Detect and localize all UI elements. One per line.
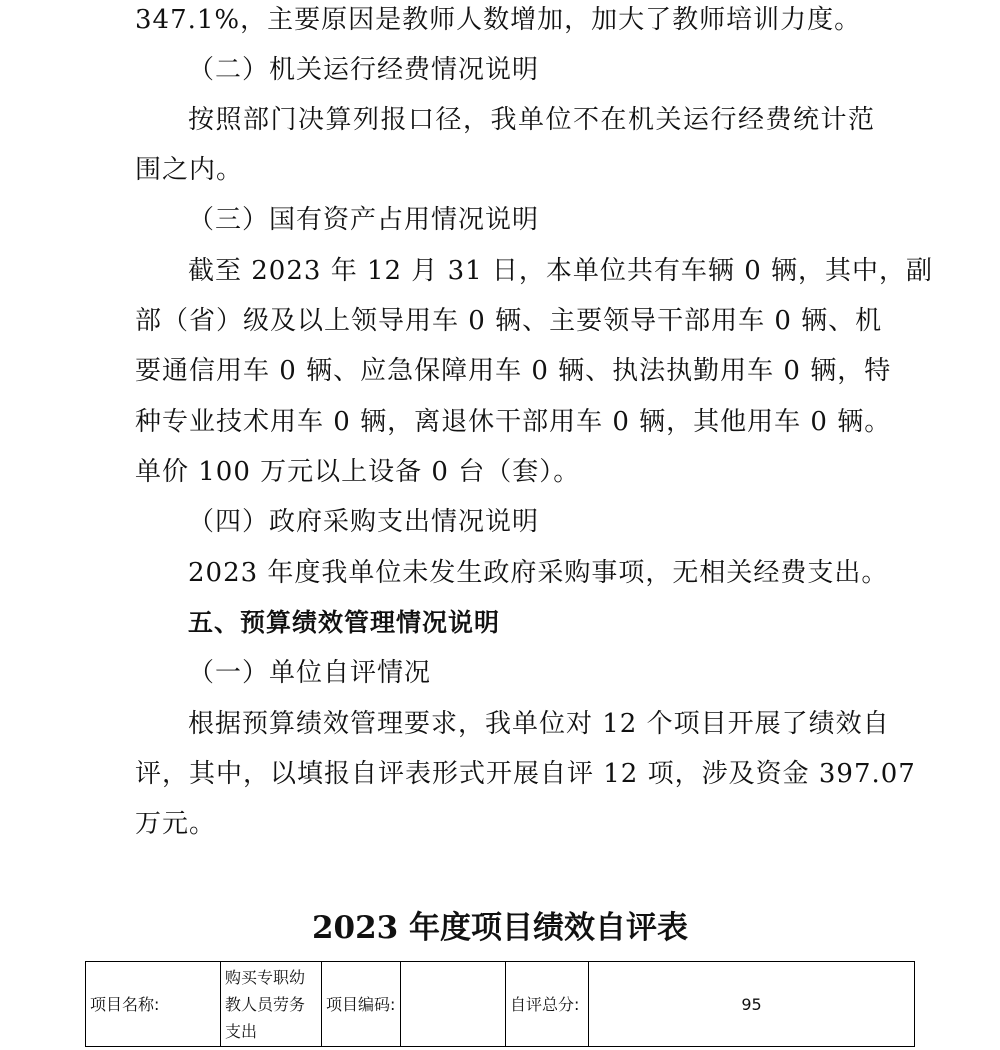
project-code-label: 项目编码: [322, 962, 401, 1047]
paragraph-line: 单价 100 万元以上设备 0 台（套）。 [135, 457, 581, 487]
project-code-value [401, 962, 506, 1047]
table-title: 2023 年度项目绩效自评表 [311, 910, 689, 946]
self-score-label: 自评总分: [506, 962, 589, 1047]
section-heading: （三）国有资产占用情况说明 [188, 205, 540, 235]
paragraph-line: 截至 2023 年 12 月 31 日，本单位共有车辆 0 辆，其中，副 [188, 256, 933, 286]
paragraph-line: 根据预算绩效管理要求，我单位对 12 个项目开展了绩效自 [188, 709, 890, 739]
paragraph-line: 围之内。 [135, 155, 244, 185]
chapter-heading: 五、预算绩效管理情况说明 [188, 608, 501, 637]
self-score-value: 95 [589, 962, 915, 1047]
paragraph-line: 评，其中，以填报自评表形式开展自评 12 项，涉及资金 397.07 [135, 759, 916, 789]
paragraph-line: 种专业技术用车 0 辆，离退休干部用车 0 辆，其他用车 0 辆。 [135, 407, 892, 437]
section-heading: （二）机关运行经费情况说明 [188, 55, 540, 85]
paragraph-line: 万元。 [135, 809, 217, 839]
table-row [86, 962, 915, 1047]
project-name-value: 购买专职幼教人员劳务支出 [221, 962, 322, 1047]
section-heading: （四）政府采购支出情况说明 [188, 507, 540, 537]
project-name-label: 项目名称: [86, 962, 221, 1047]
evaluation-table [85, 961, 915, 1047]
paragraph-line: 部（省）级及以上领导用车 0 辆、主要领导干部用车 0 辆、机 [135, 306, 883, 336]
paragraph-line: 按照部门决算列报口径，我单位不在机关运行经费统计范 [188, 105, 875, 135]
paragraph-line: 347.1%，主要原因是教师人数增加，加大了教师培训力度。 [135, 5, 862, 35]
section-heading: （一）单位自评情况 [188, 658, 432, 688]
paragraph-line: 要通信用车 0 辆、应急保障用车 0 辆、执法执勤用车 0 辆，特 [135, 356, 892, 386]
paragraph-line: 2023 年度我单位未发生政府采购事项，无相关经费支出。 [188, 558, 889, 588]
